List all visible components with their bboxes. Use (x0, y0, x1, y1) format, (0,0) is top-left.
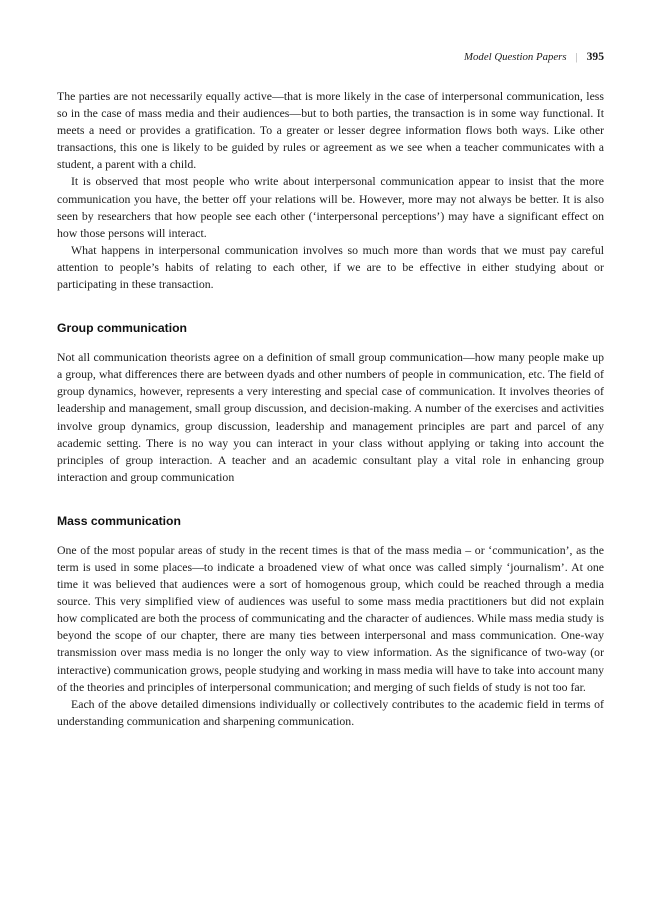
running-head-title: Model Question Papers (464, 51, 567, 63)
running-header (57, 50, 604, 63)
paragraph-mass-communication: One of the most popular areas of study in the recent times is that of the mass media – or ‘communication’, as the term is used in some places—to indicate a broadened view of what once was called simply ‘journalism’. At one time it was believed that audiences were a sort of homogenous group, which could be reached through a media source. This very simplified view of audiences was useful to some mass media practitioners but did not explain how complicated are both the process of communicating and the character of audiences. While mass media study is beyond the scope of our chapter, there are many ties between interpersonal and mass communication. One-way transmission over mass media is no longer the only way to view information. As the significance of two-way (or interactive) communication grows, people studying and working in mass media will have to take into account many of the theories and principles of interpersonal communication; and merging of such fields of study is not too far. (57, 542, 604, 694)
section-heading-mass-communication: Mass communication (57, 513, 181, 528)
paragraph-interpersonal-2: It is observed that most people who write about interpersonal communication appear to insist that the more communication you have, the better off your relations will be. However, more may not always be better. It is also seen by researchers that how people see each other (‘interpersonal perceptions’) may have a significant effect on how those persons will interact. (57, 174, 604, 240)
paragraph-conclusion: Each of the above detailed dimensions individually or collectively contributes to the academic field in terms of understanding communication and sharpening communication. (57, 696, 604, 728)
section-heading-group-communication: Group communication (57, 321, 188, 336)
page-number: 395 (586, 50, 604, 63)
header-separator: | (575, 52, 578, 63)
paragraph-group-communication: Not all communication theorists agree on a definition of small group communication—how many people make up a group, what differences there are between dyads and other numbers of people in communication, etc. The field of group dynamics, however, represents a very interesting and special case of communication. It involves theories of leadership and management, small group discussion, and decision-making. A number of the exercises and activities involve group dynamics, group discussion, leadership and management principles are part and parcel of any academic setting. There is no way you can interact in your class without applying or taking into account the principles of group interaction. A teacher and an academic consultant play a vital role in enhancing group interaction and group communication (57, 350, 604, 484)
page-body (57, 88, 604, 730)
paragraph-interpersonal-3: What happens in interpersonal communication involves so much more than words that we must pay careful attention to people’s habits of relating to each other, if we are to be effective in either studying about or participating in these transaction. (57, 242, 604, 292)
paragraph-interpersonal-1: The parties are not necessarily equally active—that is more likely in the case of interpersonal communication, less so in the case of mass media and their audiences—but to both parties, the transaction is in some way functional. It meets a need or provides a gratification. To a greater or lesser degree information flows both ways. Like other transactions, this one is likely to be guided by rules or agreement as we see when a teacher communicates with a student, a parent with a child. (57, 89, 604, 172)
